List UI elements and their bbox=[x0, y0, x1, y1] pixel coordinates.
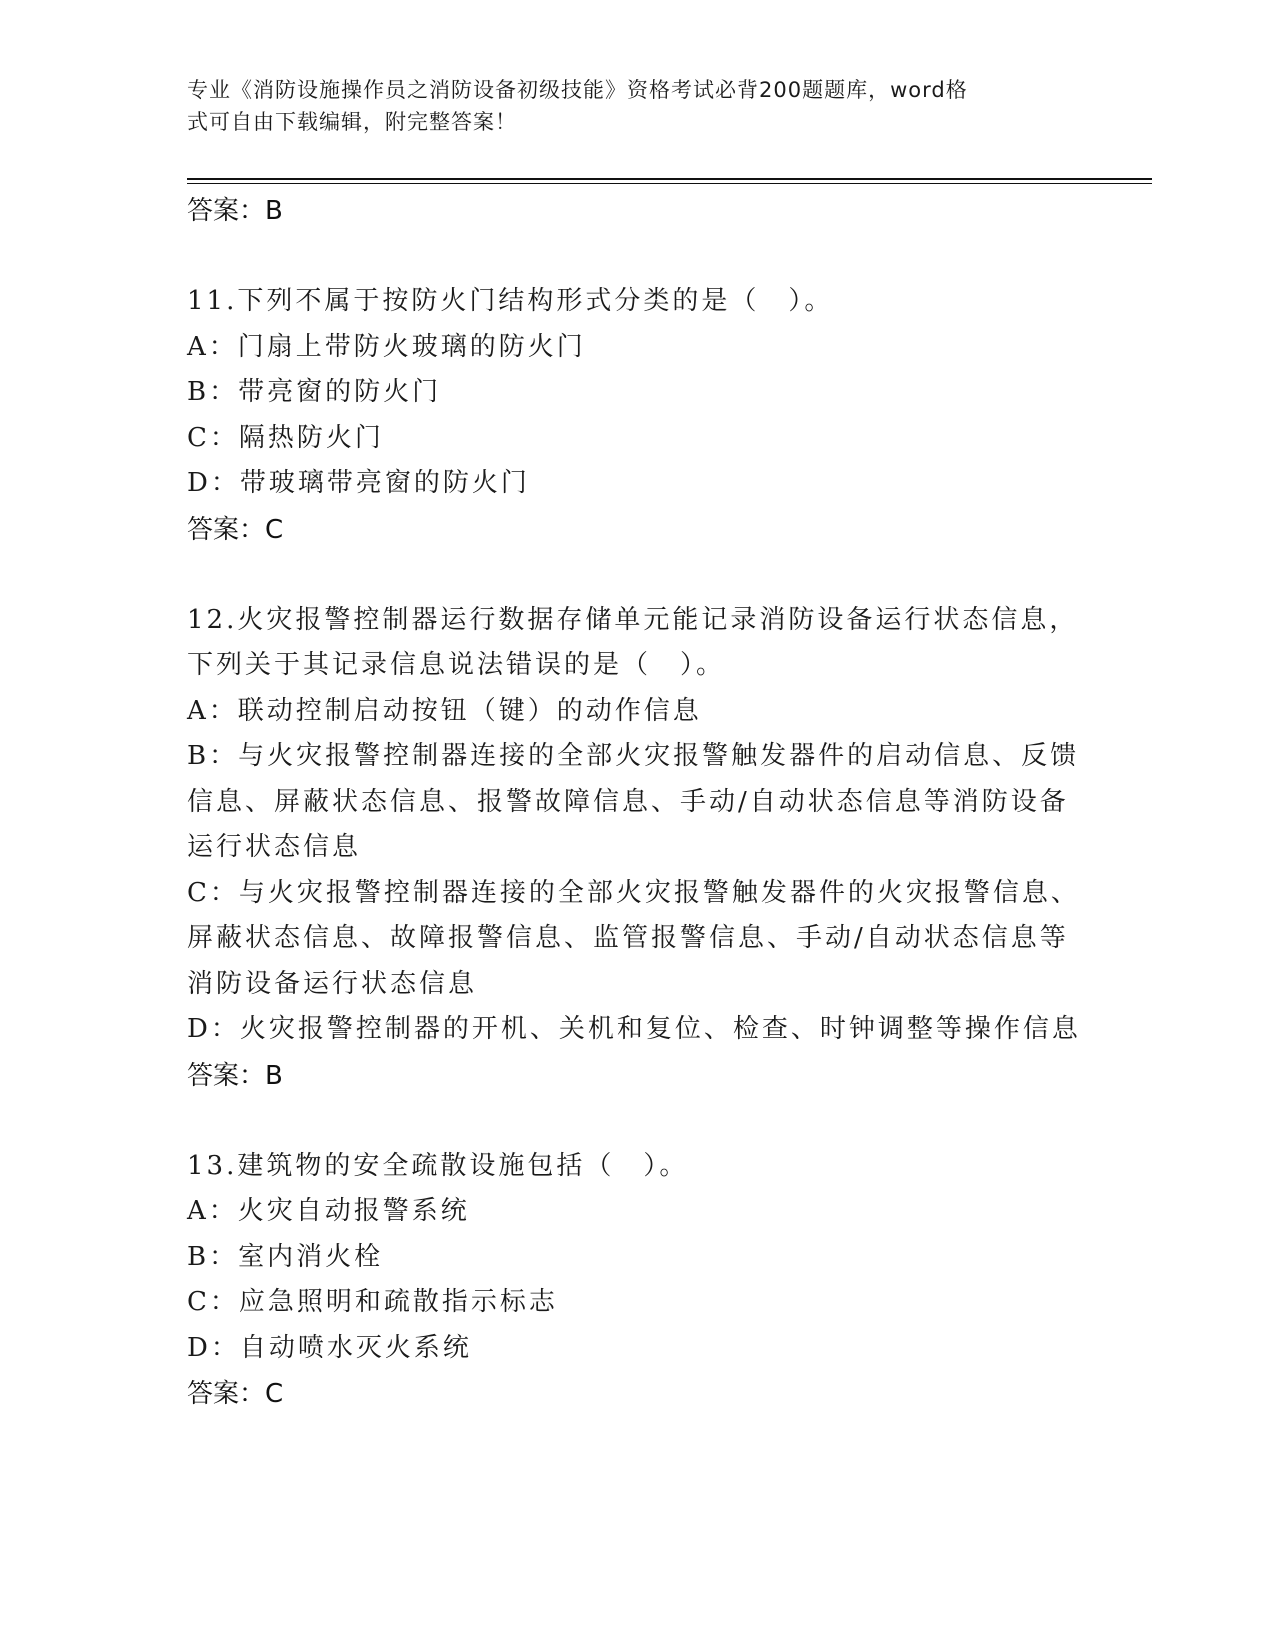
answer-line: 答案：C bbox=[187, 1379, 284, 1409]
option-c-continued: 消防设备运行状态信息 bbox=[187, 968, 478, 999]
page-header bbox=[187, 74, 1067, 138]
option-c: C：与火灾报警控制器连接的全部火灾报警触发器件的火灾报警信息、 bbox=[187, 877, 1080, 908]
header-rule-thin bbox=[187, 183, 1152, 184]
option-b-continued: 运行状态信息 bbox=[187, 832, 362, 862]
question-text: 12.火灾报警控制器运行数据存储单元能记录消防设备运行状态信息， bbox=[187, 604, 1079, 635]
answer-line: 答案：B bbox=[187, 196, 283, 226]
option-b: B：带亮窗的防火门 bbox=[187, 377, 442, 407]
question-block-13 bbox=[187, 1144, 1087, 1418]
option-d: D：火灾报警控制器的开机、关机和复位、检查、时钟调整等操作信息 bbox=[187, 1014, 1081, 1044]
question-block-12 bbox=[187, 598, 1087, 1099]
option-a: A：联动控制启动按钮（键）的动作信息 bbox=[187, 695, 702, 726]
option-b-continued: 信息、屏蔽状态信息、报警故障信息、手动/自动状态信息等消防设备 bbox=[187, 786, 1069, 817]
option-b: B：与火灾报警控制器连接的全部火灾报警触发器件的启动信息、反馈 bbox=[187, 741, 1080, 771]
option-a: A：门扇上带防火玻璃的防火门 bbox=[187, 331, 586, 362]
answer-line: 答案：B bbox=[187, 1060, 283, 1091]
question-text: 下列关于其记录信息说法错误的是（ ）。 bbox=[187, 650, 726, 680]
option-c-continued: 屏蔽状态信息、故障报警信息、监管报警信息、手动/自动状态信息等 bbox=[187, 923, 1069, 953]
spacer bbox=[187, 1099, 1087, 1144]
question-text: 13.建筑物的安全疏散设施包括（ ）。 bbox=[187, 1150, 689, 1181]
answer-line: 答案：C bbox=[187, 514, 284, 545]
question-block-11 bbox=[187, 279, 1087, 553]
question-list bbox=[187, 188, 1087, 1417]
option-a: A：火灾自动报警系统 bbox=[187, 1196, 470, 1226]
header-line: 式可自由下载编辑，附完整答案！ bbox=[187, 110, 517, 134]
spacer bbox=[187, 553, 1087, 598]
option-b: B：室内消火栓 bbox=[187, 1241, 384, 1272]
question-text: 11.下列不属于按防火门结构形式分类的是（ ）。 bbox=[187, 286, 834, 316]
option-c: C：应急照明和疏散指示标志 bbox=[187, 1287, 558, 1317]
header-rule-thick bbox=[187, 178, 1152, 180]
option-d: D：带玻璃带亮窗的防火门 bbox=[187, 468, 530, 498]
option-c: C：隔热防火门 bbox=[187, 422, 384, 453]
option-d: D：自动喷水灭火系统 bbox=[187, 1332, 472, 1363]
spacer bbox=[187, 234, 1087, 279]
header-line: 专业《消防设施操作员之消防设备初级技能》资格考试必背200题题库，word格 bbox=[187, 78, 968, 102]
